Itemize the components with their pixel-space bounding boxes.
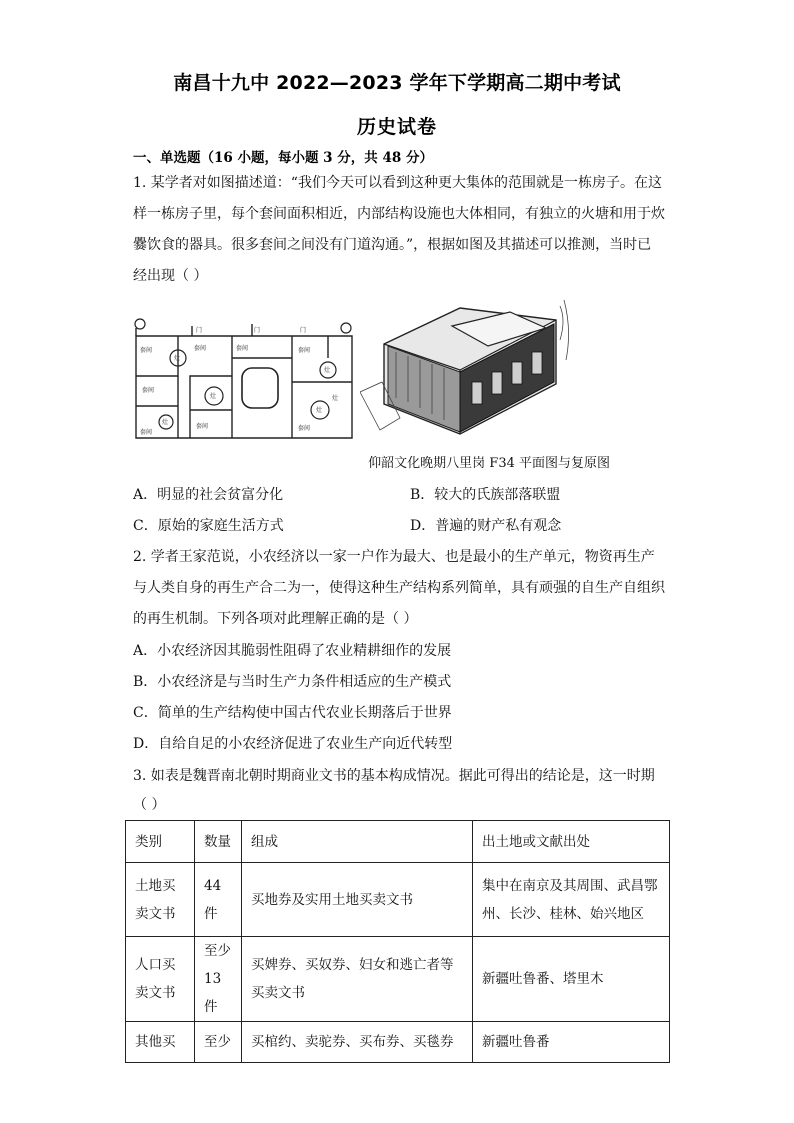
plan-label: 灶	[332, 395, 339, 402]
q2-option-d[interactable]: D．自给自足的小农经济促进了农业生产向近代转型	[133, 736, 453, 752]
plan-label: 灶	[162, 419, 169, 426]
q1-line-2: 样一栋房子里，每个套间面积相近，内部结构设施也大体相同，有独立的火塘和用于炊	[133, 206, 665, 222]
q1-line-1: 1. 某学者对如图描述道：“我们今天可以看到这种更大集体的范围就是一栋房子。在这	[133, 175, 662, 191]
q2-option-c[interactable]: C．简单的生产结构使中国古代农业长期落后于世界	[133, 705, 452, 721]
table-header-cell: 类别	[126, 821, 195, 863]
plan-label: 套间	[140, 429, 153, 436]
table-cell-count: 至少 13 件	[195, 937, 242, 1022]
q1-line-4: 经出现（ ）	[133, 268, 208, 284]
exam-subtitle: 历史试卷	[356, 116, 437, 138]
plan-label: 门	[300, 327, 307, 334]
figure-caption: 仰韶文化晚期八里岗 F34 平面图与复原图	[368, 456, 610, 471]
q2-line-2: 与人类自身的再生产合二为一，使得这种生产结构系列简单，具有顽强的自生产自组织	[133, 580, 665, 596]
table-header-cell: 出土地或文献出处	[473, 821, 670, 863]
plan-label: 套间	[194, 345, 207, 352]
plan-label: 门	[254, 327, 261, 334]
reconstruction-figure	[360, 300, 572, 442]
table-row	[126, 937, 670, 1022]
table-header-cell: 数量	[195, 821, 242, 863]
exam-title: 南昌十九中 2022—2023 学年下学期高二期中考试	[173, 72, 621, 94]
q1-option-c[interactable]: C．原始的家庭生活方式	[133, 518, 284, 534]
q1-line-3: 爨饮食的器具。很多套间之间没有门道沟通。”，根据如图及其描述可以推测，当时已	[133, 237, 652, 253]
q3-line-2: （ ）	[133, 797, 166, 813]
table-cell-category: 人口买 卖文书	[126, 937, 195, 1022]
plan-label: 套间	[196, 423, 209, 430]
q3-table	[125, 820, 670, 1063]
q2-option-b[interactable]: B．小农经济是与当时生产力条件相适应的生产模式	[133, 674, 452, 690]
plan-label: 套间	[140, 347, 153, 354]
plan-label: 套间	[236, 345, 249, 352]
table-row	[126, 1022, 670, 1063]
plan-label: 灶	[174, 355, 181, 362]
q1-option-a[interactable]: A．明显的社会贫富分化	[133, 487, 284, 503]
plan-label: 套间	[298, 425, 311, 432]
table-header-row	[126, 821, 670, 863]
q3-line-1: 3. 如表是魏晋南北朝时期商业文书的基本构成情况。据此可得出的结论是，这一时期	[133, 768, 655, 784]
table-cell-composition: 买棺约、卖驼券、买布券、买毯券	[242, 1022, 473, 1063]
plan-label: 灶	[210, 393, 217, 400]
plan-label: 门	[196, 327, 203, 334]
table-cell-composition: 买地券及实用土地买卖文书	[242, 863, 473, 937]
q2-line-1: 2. 学者王家范说，小农经济以一家一户作为最大、也是最小的生产单元，物资再生产	[133, 549, 655, 565]
q1-option-b[interactable]: B．较大的氏族部落联盟	[410, 487, 561, 503]
table-cell-count: 44 件	[195, 863, 242, 937]
table-cell-composition: 买婢券、买奴券、妇女和逃亡者等 买卖文书	[242, 937, 473, 1022]
plan-label: 灶	[324, 367, 331, 374]
plan-label: 灶	[316, 407, 323, 414]
table-cell-source: 集中在南京及其周围、武昌鄂 州、长沙、桂林、始兴地区	[473, 863, 670, 937]
table-cell-category: 其他买	[126, 1022, 195, 1063]
table-cell-count: 至少	[195, 1022, 242, 1063]
table-row	[126, 863, 670, 937]
q2-option-a[interactable]: A．小农经济因其脆弱性阻碍了农业精耕细作的发展	[133, 643, 452, 659]
table-cell-source: 新疆吐鲁番、塔里木	[473, 937, 670, 1022]
plan-label: 套间	[142, 387, 155, 394]
floor-plan-figure	[132, 318, 354, 442]
table-cell-category: 土地买 卖文书	[126, 863, 195, 937]
q1-option-d[interactable]: D．普遍的财产私有观念	[410, 518, 562, 534]
section-heading: 一、单选题（16 小题，每小题 3 分，共 48 分）	[133, 150, 433, 166]
plan-label: 套间	[298, 347, 311, 354]
q2-line-3: 的再生机制。下列各项对此理解正确的是（ ）	[133, 611, 418, 627]
table-header-cell: 组成	[242, 821, 473, 863]
table-cell-source: 新疆吐鲁番	[473, 1022, 670, 1063]
